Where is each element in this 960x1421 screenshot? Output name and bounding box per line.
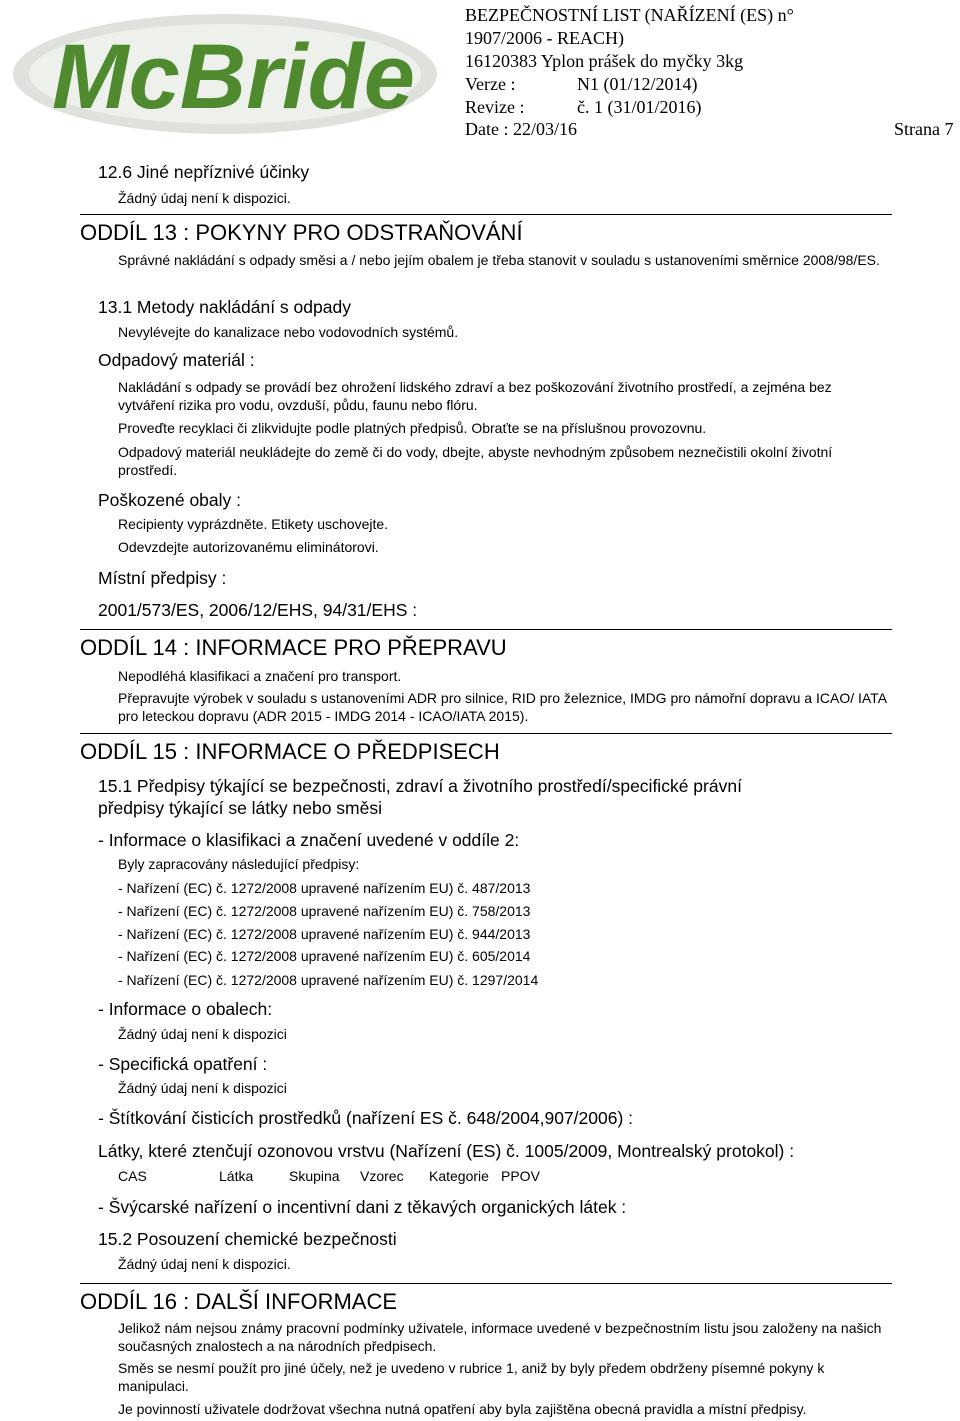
s14-p1: Nepodléhá klasifikaci a značení pro transport.: [118, 668, 402, 684]
section-16-rule: [80, 1283, 892, 1284]
waste-material-title: Odpadový materiál :: [98, 350, 255, 370]
header-title-line1: BEZPEČNOSTNÍ LIST (NAŘÍZENÍ (ES) n°: [465, 5, 794, 25]
header-date: Date : 22/03/16: [465, 119, 577, 139]
regulation-item: - Nařízení (EC) č. 1272/2008 upravené nařízením EU) č. 1297/2014: [118, 972, 539, 988]
local-regulations-title: Místní předpisy :: [98, 568, 227, 588]
s16-p2: Směs se nesmí použít pro jiné účely, než je uvedeno v rubrice 1, aniž by byly předem obdrženy písemné pokyny k manipulaci.: [118, 1360, 825, 1394]
s13-1-title: 13.1 Metody nakládání s odpady: [98, 297, 351, 317]
specific-measures-text: Žádný údaj není k dispozici: [118, 1080, 287, 1096]
damaged-packaging-p1: Recipienty vyprázdněte. Etikety uschovejte.: [118, 516, 389, 532]
regulation-item: - Nařízení (EC) č. 1272/2008 upravené nařízením EU) č. 758/2013: [118, 903, 531, 919]
s12-6-title: 12.6 Jiné nepříznivé účinky: [98, 162, 310, 182]
regulation-item: - Nařízení (EC) č. 1272/2008 upravené nařízením EU) č. 944/2013: [118, 926, 531, 942]
header-product: 16120383 Yplon prášek do myčky 3kg: [465, 51, 744, 71]
s13-1-text: Nevylévejte do kanalizace nebo vodovodních systémů.: [118, 324, 459, 340]
header-verze-label: Verze :: [465, 74, 516, 94]
ozone-substances-title: Látky, které ztenčují ozonovou vrstvu (Nařízení (ES) č. 1005/2009, Montrealský protokol) :: [98, 1141, 795, 1161]
swiss-voc-tax-title: - Švýcarské nařízení o incentivní dani z těkavých organických látek :: [98, 1197, 627, 1217]
section-14-rule: [80, 629, 892, 630]
column-header-substance: Látka: [219, 1168, 254, 1184]
s15-2-title: 15.2 Posouzení chemické bezpečnosti: [98, 1229, 397, 1249]
column-header-ppov: PPOV: [501, 1168, 540, 1184]
waste-material-p2: Proveďte recyklaci či zlikvidujte podle platných předpisů. Obraťte se na příslušnou provozovnu.: [118, 420, 707, 436]
local-regulations-text: 2001/573/ES, 2006/12/EHS, 94/31/EHS :: [98, 600, 418, 620]
s16-p1: Jelikož nám nejsou známy pracovní podmínky uživatele, informace uvedené v bezpečnostním listu jsou založeny na našich současných znalostech a na národních předpisech.: [118, 1320, 882, 1354]
header-revize-value: č. 1 (31/01/2016): [577, 97, 702, 117]
section-15-rule: [80, 733, 892, 734]
s14-p2: Přepravujte výrobek v souladu s ustanoveními ADR pro silnice, RID pro železnice, IMDG pro námořní dopravu a ICAO/ IATA pro leteckou dopravu (ADR 2015 - IMDG 2014 - ICAO/IATA 2015).: [118, 690, 887, 724]
s15-1-title-line2: předpisy týkající se látky nebo směsi: [98, 798, 383, 818]
damaged-packaging-p2: Odevzdejte autorizovanému eliminátorovi.: [118, 539, 379, 555]
header-revize-label: Revize :: [465, 97, 525, 117]
s13-intro: Správné nakládání s odpady směsi a / nebo jejím obalem je třeba stanovit v souladu s ustanoveními směrnice 2008/98/ES.: [118, 252, 880, 268]
section-13-title: ODDÍL 13 : POKYNY PRO ODSTRAŇOVÁNÍ: [80, 220, 523, 245]
header-verze-value: N1 (01/12/2014): [577, 74, 698, 94]
regulation-item: - Nařízení (EC) č. 1272/2008 upravené nařízením EU) č. 605/2014: [118, 948, 531, 964]
classification-info-title: - Informace o klasifikaci a značení uvedené v oddíle 2:: [98, 830, 520, 850]
section-13-rule: [80, 214, 892, 215]
waste-material-p1: Nakládání s odpady se provádí bez ohrožení lidského zdraví a bez poškozování životního prostředí, a zejména bez vytváření rizika pro vodu, ovzduší, půdu, faunu nebo flóru.: [118, 379, 832, 413]
ozone-table-header: [118, 1168, 540, 1184]
packaging-info-title: - Informace o obalech:: [98, 999, 273, 1019]
s15-2-text: Žádný údaj není k dispozici.: [118, 1256, 291, 1272]
header-page-number: Strana 7: [894, 119, 954, 139]
logo-graphic: [10, 8, 440, 136]
section-16-title: ODDÍL 16 : DALŠÍ INFORMACE: [80, 1289, 398, 1314]
mcbride-logo: [10, 8, 440, 136]
specific-measures-title: - Specifická opatření :: [98, 1054, 268, 1074]
classification-intro: Byly zapracovány následující předpisy:: [118, 856, 360, 872]
damaged-packaging-title: Poškozené obaly :: [98, 490, 242, 510]
column-header-cas: CAS: [118, 1168, 147, 1184]
header-title-line2: 1907/2006 - REACH): [465, 28, 624, 48]
column-header-category: Kategorie: [429, 1168, 489, 1184]
section-14-title: ODDÍL 14 : INFORMACE PRO PŘEPRAVU: [80, 635, 507, 660]
column-header-formula: Vzorec: [360, 1168, 404, 1184]
s12-6-text: Žádný údaj není k dispozici.: [118, 190, 291, 206]
logo-text: McBride: [52, 26, 415, 128]
detergent-labeling-title: - Štítkování čisticích prostředků (nařízení ES č. 648/2004,907/2006) :: [98, 1108, 634, 1128]
packaging-info-text: Žádný údaj není k dispozici: [118, 1026, 287, 1042]
s16-p3: Je povinností uživatele dodržovat všechna nutná opatření aby byla zajištěna obecná pravidla a místní předpisy.: [118, 1401, 807, 1417]
regulation-item: - Nařízení (EC) č. 1272/2008 upravené nařízením EU) č. 487/2013: [118, 880, 531, 896]
section-15-title: ODDÍL 15 : INFORMACE O PŘEDPISECH: [80, 739, 500, 764]
waste-material-p3: Odpadový materiál neukládejte do země či do vody, dbejte, abyste nevhodným způsobem neznečistili okolní životní prostředí.: [118, 444, 833, 478]
s15-1-title-line1: 15.1 Předpisy týkající se bezpečnosti, zdraví a životního prostředí/specifické právní: [98, 776, 742, 796]
column-header-group: Skupina: [289, 1168, 340, 1184]
